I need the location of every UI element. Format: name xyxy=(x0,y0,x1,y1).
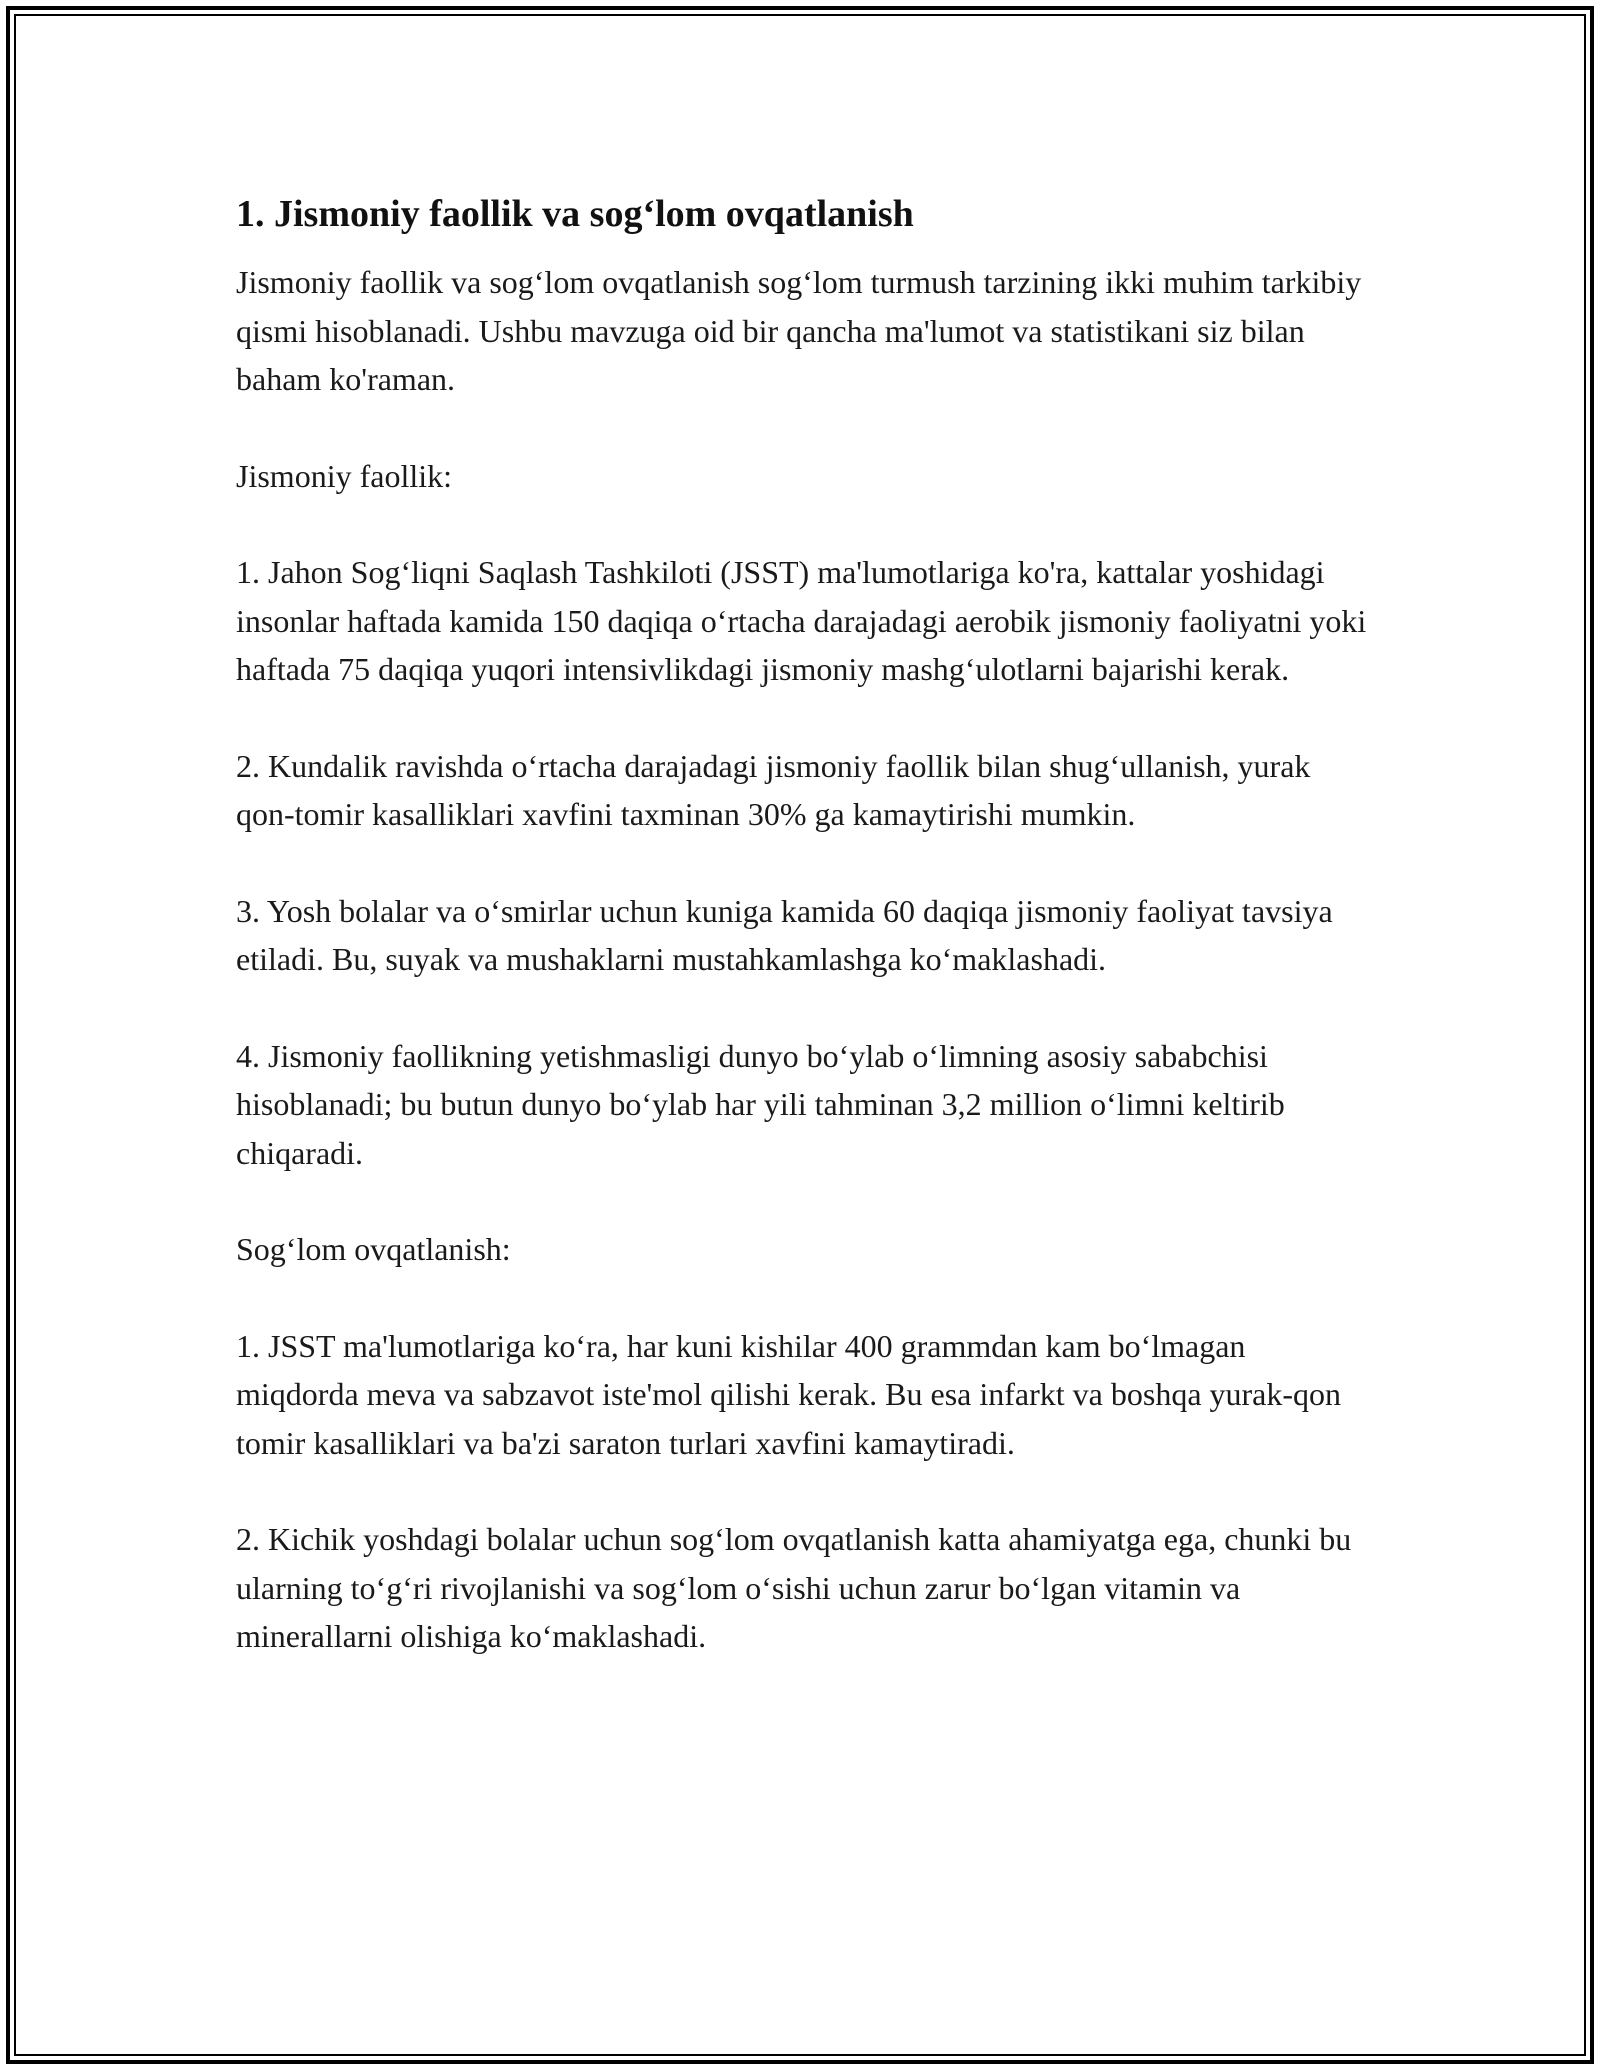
document-title: 1. Jismoniy faollik va sog‘lom ovqatlanish xyxy=(236,193,914,235)
physical-activity-item: 2. Kundalik ravishda o‘rtacha darajadagi jismoniy faollik bilan shug‘ullanish, yurak qon-tomir kasalliklari xavfini taxminan 30% ga kamaytirishi mumkin. xyxy=(236,747,1311,832)
section-heading-healthy-eating: Sog‘lom ovqatlanish: xyxy=(236,1231,511,1267)
physical-activity-item: 1. Jahon Sog‘liqni Saqlash Tashkiloti (JSST) ma'lumotlariga ko'ra, kattalar yoshidagi insonlar haftada kamida 150 daqiqa o‘rtacha darajadagi aerobik jismoniy faoliyatni yoki haftada 75 daqiqa yuqori intensivlikdagi jismoniy mashg‘ulotlarni bajarishi kerak. xyxy=(236,554,1367,687)
physical-activity-item: 3. Yosh bolalar va o‘smirlar uchun kuniga kamida 60 daqiqa jismoniy faoliyat tavsiya etiladi. Bu, suyak va mushaklarni mustahkamlashga ko‘maklashadi. xyxy=(236,892,1333,977)
healthy-eating-item: 2. Kichik yoshdagi bolalar uchun sog‘lom ovqatlanish katta ahamiyatga ega, chunki bu ularning to‘g‘ri rivojlanishi va sog‘lom o‘sishi uchun zarur bo‘lgan vitamin va minerallarni olishiga ko‘maklashadi. xyxy=(236,1521,1352,1654)
physical-activity-item: 4. Jismoniy faollikning yetishmasligi dunyo bo‘ylab o‘limning asosiy sababchisi hisoblanadi; bu butun dunyo bo‘ylab har yili tahminan 3,2 million o‘limni keltirib chiqaradi. xyxy=(236,1037,1285,1171)
intro-paragraph: Jismoniy faollik va sog‘lom ovqatlanish sog‘lom turmush tarzining ikki muhim tarkibiy qismi hisoblanadi. Ushbu mavzuga oid bir qancha ma'lumot va statistikani siz bilan baham ko'raman. xyxy=(236,264,1362,397)
healthy-eating-item: 1. JSST ma'lumotlariga ko‘ra, har kuni kishilar 400 grammdan kam bo‘lmagan miqdorda meva va sabzavot iste'mol qilishi kerak. Bu esa infarkt va boshqa yurak-qon tomir kasalliklari va ba'zi saraton turlari xavfini kamaytiradi. xyxy=(236,1327,1342,1461)
section-heading-physical-activity: Jismoniy faollik: xyxy=(236,457,452,494)
document-body xyxy=(236,188,1376,1661)
